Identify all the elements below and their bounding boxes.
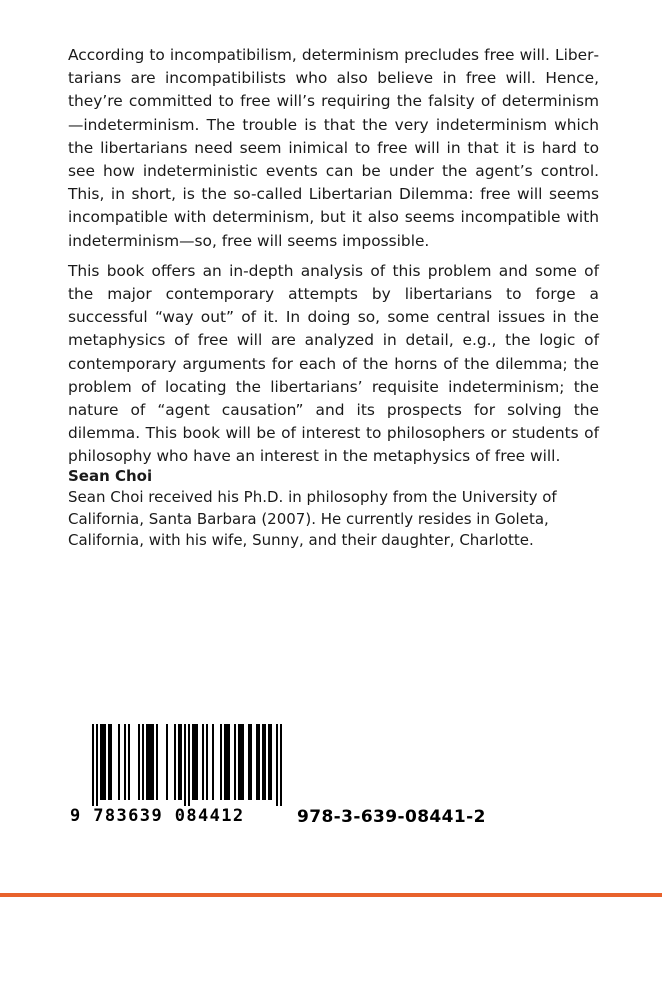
barcode-bar: [192, 724, 194, 800]
barcode-bar: [206, 724, 208, 800]
footer-divider: [0, 893, 662, 897]
barcode-bar: [234, 724, 236, 800]
barcode-bar: [248, 724, 250, 800]
barcode-bar: [128, 724, 130, 800]
barcode-bar: [92, 724, 94, 806]
barcode-bar: [124, 724, 126, 800]
barcode-bar: [250, 724, 252, 800]
barcode-bar: [220, 724, 222, 800]
description-paragraph-2: This book offers an in-depth analysis of this problem and some of the major contemporary attempts by libertarians to forge a successful “way out” of it. In doing so, some central issues in the metaphysics of free will are analyzed in detail, e.g., the logic of contemporary arguments for each of the horns of the dilemma; the problem of locating the libertarians’ requisite indeterminism; the nature of “agent causation” and its prospects for solving the dilemma. This book will be of interest to philosophers or students of philosophy who have an interest in the metaphysics of free will.: [68, 261, 599, 466]
barcode-bar: [96, 724, 98, 806]
barcode-bar: [180, 724, 182, 800]
barcode-bar: [242, 724, 244, 800]
description-paragraph-1: According to incompatibilism, determinism precludes free will. Libertarians are incompatibilists who also believe in free will. Hence, they’re committed to free will’s requiring the falsity of determinism—indeterminism. The trouble is that the very indeterminism which the libertarians need seem inimical to free will in that it is hard to see how indeterministic events can be under the agent’s control. This, in short, is the so-called Libertarian Dilemma: free will seems incompatible with determinism, but it also seems incompatible with indeterminism—so, free will seems impossible.: [68, 46, 599, 250]
barcode-bar: [108, 724, 110, 800]
barcode-bar: [228, 724, 230, 800]
author-section: [68, 466, 608, 552]
barcode-bar: [280, 724, 282, 806]
barcode-bar: [264, 724, 266, 800]
barcode-bar: [238, 724, 240, 800]
barcode-bar: [138, 724, 140, 800]
barcode-bar: [100, 724, 102, 800]
barcode-bar: [142, 724, 144, 800]
barcode-bar: [102, 724, 104, 800]
barcode-bar: [240, 724, 242, 800]
author-bio: Sean Choi received his Ph.D. in philosophy from the University of California, Santa Barbara (2007). He currently resides in Goleta, California, with his wife, Sunny, and their daughter, Charlotte.: [68, 488, 557, 550]
barcode-bar: [156, 724, 158, 800]
barcode-bar: [166, 724, 168, 800]
barcode-bar: [270, 724, 272, 800]
barcode-bar: [110, 724, 112, 800]
barcode-bar: [226, 724, 228, 800]
barcode-bar: [188, 724, 190, 806]
barcode-bar: [224, 724, 226, 800]
barcode-bar: [268, 724, 270, 800]
barcode-bar: [194, 724, 196, 800]
barcode-bar: [104, 724, 106, 800]
barcode-bar: [256, 724, 258, 800]
barcode-bar: [178, 724, 180, 800]
barcode-bar: [152, 724, 154, 800]
barcode-bar: [276, 724, 278, 806]
barcode-bar: [212, 724, 214, 800]
barcode-bar: [148, 724, 150, 800]
barcode-icon: [70, 718, 282, 808]
barcode-bar: [174, 724, 176, 800]
barcode-bar: [262, 724, 264, 800]
isbn-number: 978-3-639-08441-2: [297, 807, 486, 827]
barcode-bar: [196, 724, 198, 800]
barcode-digits: 9 783639 084412: [70, 806, 245, 826]
book-description: [68, 44, 599, 476]
barcode-bar: [258, 724, 260, 800]
barcode-bar: [146, 724, 148, 800]
barcode-bar: [150, 724, 152, 800]
barcode-bar: [118, 724, 120, 800]
author-name: Sean Choi: [68, 467, 153, 485]
barcode-bar: [184, 724, 186, 806]
barcode-bar: [202, 724, 204, 800]
